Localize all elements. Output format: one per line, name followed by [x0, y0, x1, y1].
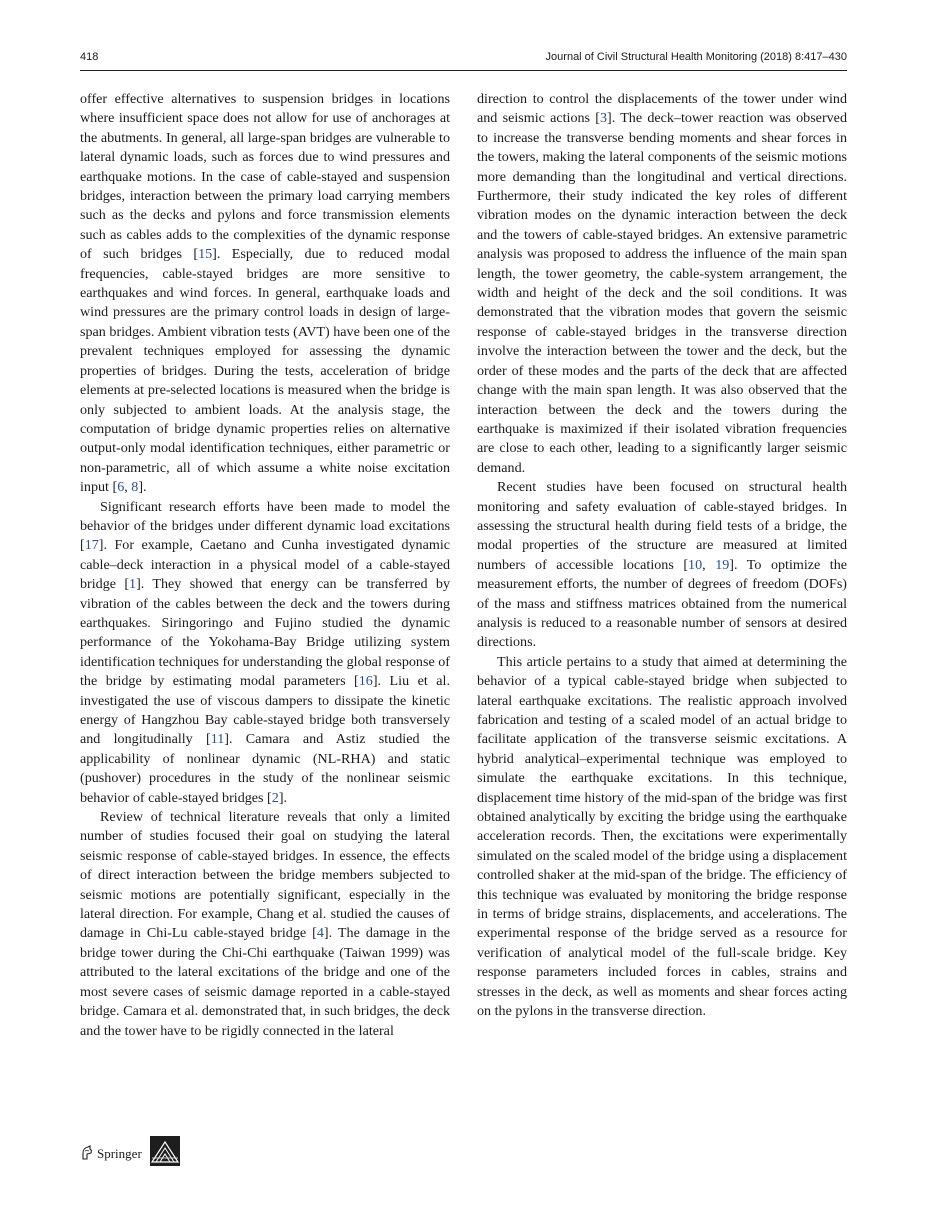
publisher-name: Springer — [97, 1146, 142, 1161]
text-run: ]. To optimize the measurement efforts, the number of degrees of freedom (DOFs) of the mass and stiffness matrices obtained from the numerical analysis is reduced to a reasonable number of sensors at desired directions. — [477, 556, 847, 651]
text-run: ]. — [138, 479, 147, 496]
paragraph — [80, 808, 450, 1041]
society-logo-icon — [150, 1136, 180, 1166]
reference-link[interactable]: 2 — [271, 789, 279, 806]
reference-link[interactable]: 17 — [84, 537, 99, 554]
springer-logo — [80, 1145, 142, 1162]
reference-link[interactable]: 15 — [198, 246, 213, 263]
text-run: ]. They showed that energy can be transferred by vibration of the cables between the deck and the towers during earthquakes. Siringoringo and Fujino studied the dynamic performance of the Yokohama-Bay Bridge utilizing system identification techniques for understanding the global response of the bridge by estimating modal parameters [ — [80, 576, 450, 690]
text-run: , — [124, 479, 132, 496]
paragraph — [477, 653, 847, 1022]
text-run: Recent studies have been focused on structural health monitoring and safety evaluation of cable-stayed bridges. In assessing the structural health during field tests of a bridge, the modal properties of the structure are measured at limited numbers of accessible locations [ — [477, 479, 847, 573]
header-rule — [80, 70, 847, 71]
paragraph — [80, 498, 450, 809]
text-run: ]. Especially, due to reduced modal frequencies, cable-stayed bridges are more sensitive to earthquakes and wind forces. In general, earthquake loads and wind pressures are the primary control loads in design of large-span bridges. Ambient vibration tests (AVT) have been one of the prevalent techniques employed for assessing the dynamic properties of bridges. During the tests, acceleration of bridge elements at pre-selected locations is measured when the bridge is only subjected to ambient loads. At the analysis stage, the computation of bridge dynamic properties relies on alternative output-only modal identification techniques, either parametric or non-parametric, all of which assume a white noise excitation input [ — [80, 246, 450, 496]
journal-citation: Journal of Civil Structural Health Monitoring (2018) 8:417–430 — [545, 51, 847, 63]
text-run: ]. The damage in the bridge tower during the Chi-Chi earthquake (Taiwan 1999) was attributed to the lateral excitations of the bridge and one of the most severe cases of seismic damage reported in a cable-stayed bridge. Camara et al. demonstrated that, in such bridges, the deck and the tower have to be rigidly connected in the lateral — [80, 925, 450, 1039]
reference-link[interactable]: 1 — [129, 576, 137, 593]
paragraph — [477, 90, 847, 478]
text-run: offer effective alternatives to suspension bridges in locations where insufficient space does not allow for use of anchorages at the abutments. In general, all large-span bridges are vulnerable to lateral dynamic loads, such as forces due to wind pressures and earthquake motions. In the case of cable-stayed and suspension bridges, interaction between the primary load carrying members such as the decks and pylons and force transmission elements such as cables adds to the complexities of the dynamic response of such bridges [ — [80, 91, 450, 263]
text-run: , — [702, 556, 716, 573]
right-column — [477, 90, 847, 1022]
reference-link[interactable]: 6 — [117, 479, 125, 496]
reference-link[interactable]: 16 — [358, 673, 373, 690]
text-run: ]. For example, Caetano and Cunha investigated dynamic cable–deck interaction in a physical model of a cable-stayed bridge [ — [80, 537, 450, 593]
left-column — [80, 90, 450, 1041]
springer-horse-icon — [80, 1145, 94, 1160]
text-run: ]. Liu et al. investigated the use of viscous dampers to dissipate the kinetic energy of Hangzhou Bay cable-stayed bridge both transversely and longitudinally [ — [80, 673, 450, 748]
text-run: Review of technical literature reveals that only a limited number of studies focused their goal on studying the lateral seismic response of cable-stayed bridges. In essence, the effects of direct interaction between the bridge members subjected to seismic motions are potentially significant, especially in the lateral direction. For example, Chang et al. studied the causes of damage in Chi-Lu cable-stayed bridge [ — [80, 809, 450, 942]
text-run: ]. — [278, 789, 288, 806]
reference-link[interactable]: 8 — [131, 479, 139, 496]
text-run: This article pertains to a study that aimed at determining the behavior of a typical cable-stayed bridge when subjected to lateral earthquake excitations. The realistic approach involved fabrication and testing of a scaled model of an actual bridge to facilitate application of the transverse seismic excitations. A hybrid analytical–experimental technique was employed to simulate the earthquake excitations. In this technique, displacement time history of the mid-span of the bridge was first obtained analytically by exciting the bridge using the earthquake acceleration records. Then, the excitations were experimentally simulated on the scaled model of the bridge using a displacement controlled shaker at the mid-span of the bridge. The efficiency of this technique was evaluated by monitoring the bridge response in terms of bridge strains, displacements, and accelerations. The experimental response of the bridge served as a resource for verification of analytical model of the full-scale bridge. Key response parameters included forces in cables, strains and stresses in the deck, as well as moments and shear forces acting on the pylons in the transverse direction. — [477, 653, 847, 1020]
text-run: direction to control the displacements of the tower under wind and seismic actions [ — [477, 91, 847, 127]
running-header — [80, 51, 847, 67]
text-run: ]. The deck–tower reaction was observed to increase the transverse bending moments and shear forces in the towers, making the lateral components of the seismic motions more demanding than the longitudinal and vertical directions. Furthermore, their study indicated the key roles of different vibration modes on the dynamic interaction between the deck and the towers of cable-stayed bridges. An extensive parametric analysis was proposed to address the influence of the main span length, the tower geometry, the cable-system arrangement, the width and height of the deck and the soil conditions. It was demonstrated that the vibration modes that govern the seismic response of cable-stayed bridges in the transverse direction involve the interaction between the tower and the deck, but the order of these modes and the parts of the deck that are affected change with the main span length. It was also observed that the interaction between the deck and the towers during the earthquake is maximized if their isolated vibration frequencies are close to each other, leading to a significantly larger seismic demand. — [477, 110, 847, 476]
reference-link[interactable]: 10 — [688, 556, 703, 573]
page-number: 418 — [80, 51, 99, 63]
text-run: Significant research efforts have been made to model the behavior of the bridges under different dynamic load excitations [ — [80, 498, 450, 554]
paragraph — [477, 478, 847, 653]
paragraph — [80, 90, 450, 498]
reference-link[interactable]: 11 — [210, 731, 225, 748]
reference-link[interactable]: 4 — [316, 925, 324, 942]
reference-link[interactable]: 19 — [715, 556, 730, 573]
text-run: ]. Camara and Astiz studied the applicability of nonlinear dynamic (NL-RHA) and static (pushover) procedures in the study of the nonlinear seismic behavior of cable-stayed bridges [ — [80, 731, 450, 806]
reference-link[interactable]: 3 — [599, 110, 607, 127]
